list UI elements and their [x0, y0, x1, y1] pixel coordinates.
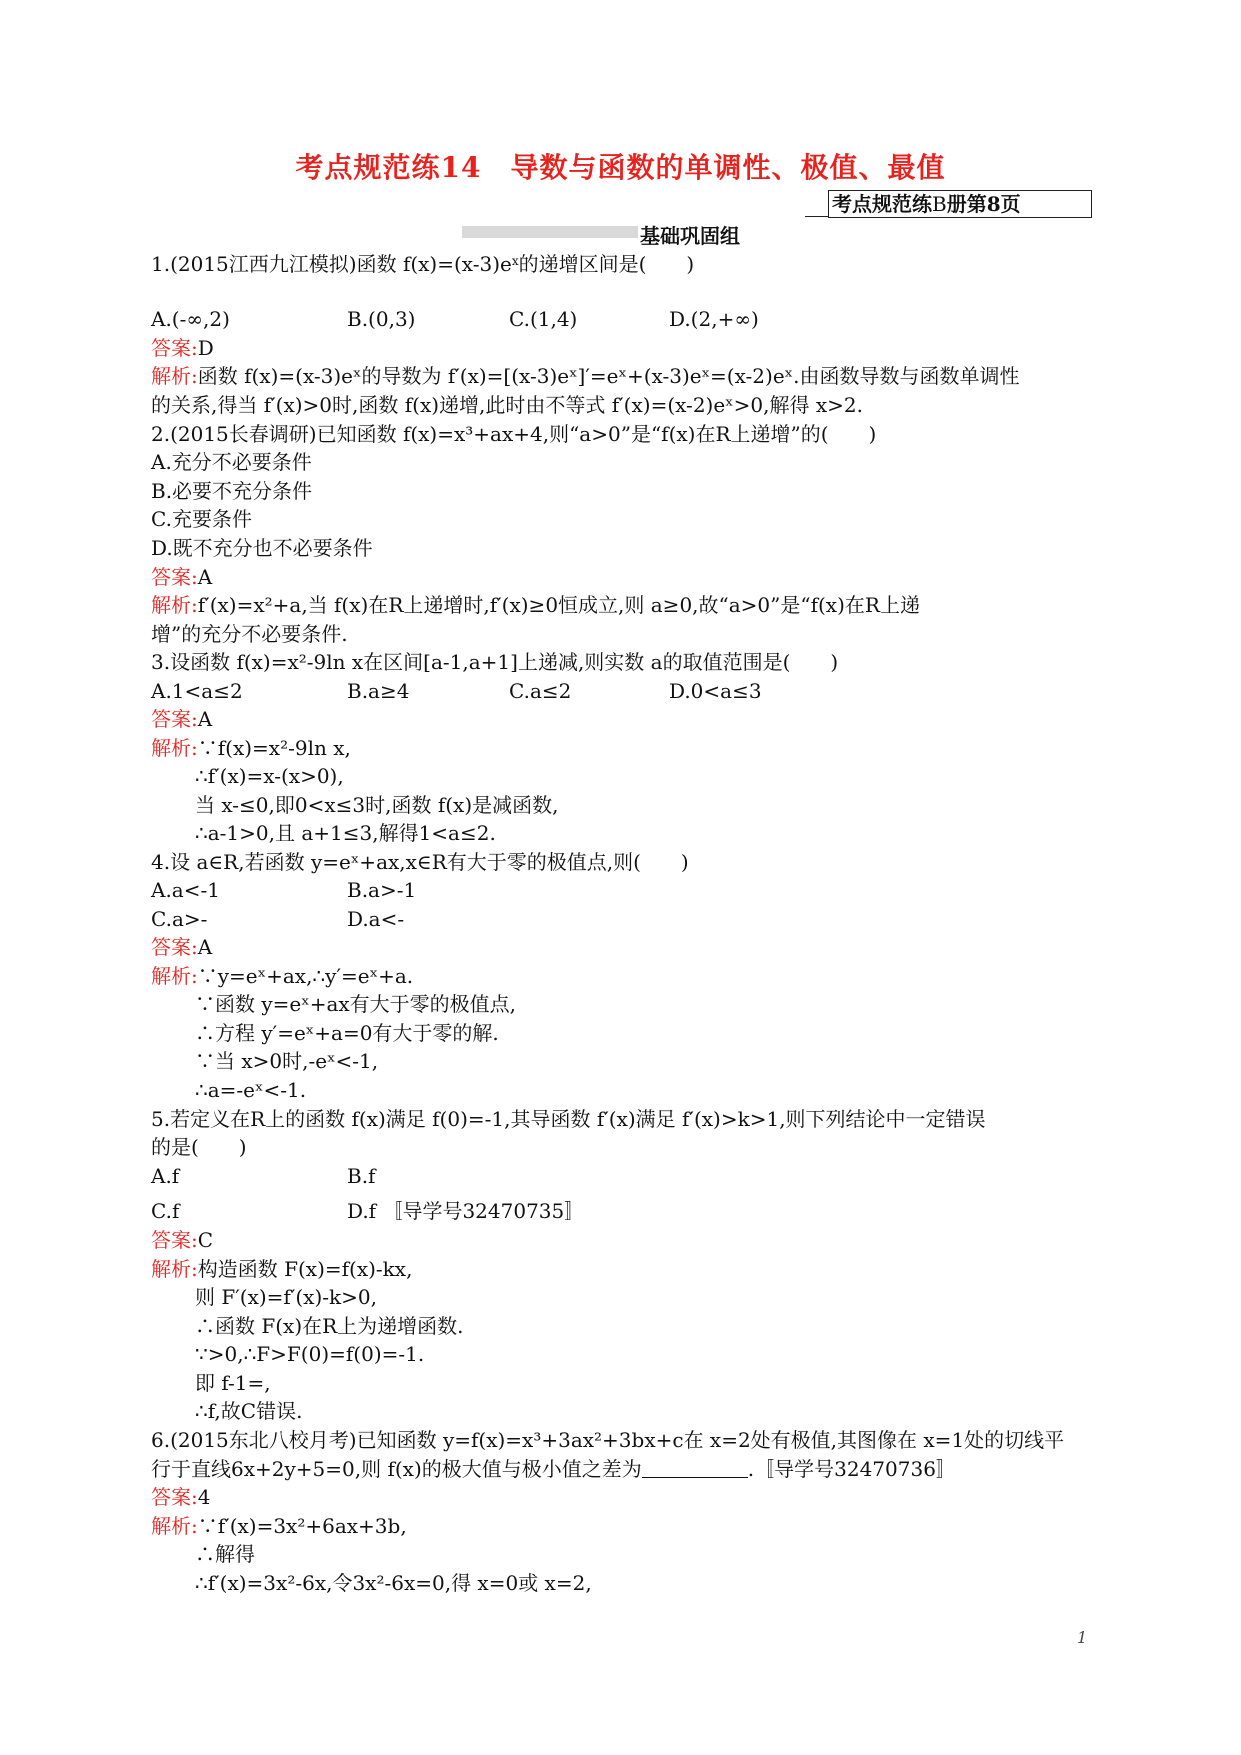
reference-box — [828, 190, 1092, 218]
q4-analysis-line-3: ∴方程 y′=eˣ+a=0有大于零的解. — [195, 1021, 499, 1045]
q5-analysis-line-4: ∵>0,∴F>F(0)=f(0)=-1. — [195, 1342, 425, 1366]
q5-doc-ref: 〚导学号32470735〛 — [382, 1199, 585, 1223]
q3-stem: 3.设函数 f(x)=x²-9ln x在区间[a-1,a+1]上递减,则实数 a的取值范围是( ) — [151, 650, 839, 674]
q5-option-b: B.f — [347, 1164, 376, 1188]
q6-answer: 答案:4 — [151, 1485, 211, 1509]
q4-analysis-line-5: ∴a=-eˣ<-1. — [195, 1078, 307, 1102]
q3-option-d: D.0<a≤3 — [669, 679, 762, 703]
reference-underline — [805, 216, 828, 217]
q5-option-d: D.f 〚导学号32470735〛 — [347, 1199, 585, 1223]
group-label: 基础巩固组 — [640, 224, 740, 248]
q2-analysis-line-1: 解析:f′(x)=x²+a,当 f(x)在R上递增时,f′(x)≥0恒成立,则 a≥0,故“a>0”是“f(x)在R上递 — [151, 593, 920, 617]
q1-option-a: A.(-∞,2) — [151, 307, 230, 331]
q2-answer: 答案:A — [151, 565, 213, 589]
q6-stem-line-2: 行于直线6x+2y+5=0,则 f(x)的极大值与极小值之差为 .〚导学号32470736〛 — [151, 1457, 956, 1481]
reference-prefix: 考点规范练 — [832, 192, 932, 216]
q5-analysis-line-6: ∴f,故C错误. — [195, 1399, 303, 1423]
section-bar — [462, 226, 638, 238]
q6-analysis-line-2: ∴解得 — [195, 1542, 255, 1566]
reference-suffix: 册第8页 — [946, 192, 1021, 216]
q4-option-c: C.a>- — [151, 907, 208, 931]
q4-option-a: A.a<-1 — [151, 878, 220, 902]
q5-analysis-line-2: 则 F′(x)=f′(x)-k>0, — [195, 1285, 377, 1309]
q1-stem: 1.(2015江西九江模拟)函数 $f(x)=(x-3)e^x$的递增区间是( ) — [151, 252, 695, 276]
q6-analysis-line-1: 解析:∵f′(x)=3x²+6ax+3b, — [151, 1514, 407, 1538]
q4-option-d: D.a<- — [347, 907, 405, 931]
page-title: 考点规范练14 导数与函数的单调性、极值、最值 — [295, 151, 946, 184]
q2-stem: 2.(2015长春调研)已知函数 f(x)=x³+ax+4,则“a>0”是“f(x)在R上递增”的( ) — [151, 422, 877, 446]
q2-option-a: A.充分不必要条件 — [151, 450, 312, 474]
q3-option-a: A.1<a≤2 — [151, 679, 243, 703]
q3-answer: 答案:A — [151, 707, 213, 731]
page-number: 1 — [1077, 1628, 1088, 1647]
q1-option-d: D.(2,+∞) — [669, 307, 759, 331]
q1-analysis-line-1: 解析:函数 f(x)=(x-3)eˣ的导数为 f′(x)=[(x-3)eˣ]′=eˣ+(x-3)eˣ=(x-2)eˣ.由函数导数与函数单调性 — [151, 364, 1020, 388]
q3-analysis-line-4: ∴a-1>0,且 a+1≤3,解得1<a≤2. — [195, 821, 496, 845]
q3-option-c: C.a≤2 — [509, 679, 572, 703]
q6-analysis-line-3: ∴f′(x)=3x²-6x,令3x²-6x=0,得 x=0或 x=2, — [195, 1571, 592, 1595]
q5-stem: 5.若定义在R上的函数 f(x)满足 f(0)=-1,其导函数 f′(x)满足 f′(x)>k>1,则下列结论中一定错误 — [151, 1107, 986, 1131]
reference-book: B — [932, 192, 947, 216]
q4-answer: 答案:A — [151, 935, 213, 959]
q5-analysis-line-3: ∴函数 F(x)在R上为递增函数. — [195, 1314, 464, 1338]
q1-answer: 答案:D — [151, 336, 214, 360]
q2-option-b: B.必要不充分条件 — [151, 479, 313, 503]
q2-option-d: D.既不充分也不必要条件 — [151, 536, 373, 560]
q3-analysis-line-1: 解析:∵f(x)=x²-9ln x, — [151, 736, 351, 760]
q3-analysis-line-2: ∴f′(x)=x-(x>0), — [195, 764, 344, 788]
q3-option-b: B.a≥4 — [347, 679, 410, 703]
q5-analysis-line-1: 解析:构造函数 F(x)=f(x)-kx, — [151, 1257, 413, 1281]
q2-analysis-line-2: 增”的充分不必要条件. — [151, 622, 348, 646]
q2-option-c: C.充要条件 — [151, 507, 252, 531]
q5-stem-line-2: 的是( ) — [151, 1135, 247, 1159]
q1-option-c: C.(1,4) — [509, 307, 578, 331]
q5-option-a: A.f — [151, 1164, 180, 1188]
q5-analysis-line-5: 即 f-1=, — [195, 1371, 271, 1395]
q1-analysis-line-2: 的关系,得当 f′(x)>0时,函数 f(x)递增,此时由不等式 f′(x)=(x-2)eˣ>0,解得 x>2. — [151, 393, 863, 417]
q4-analysis-line-4: ∵当 x>0时,-eˣ<-1, — [195, 1049, 379, 1073]
q4-option-b: B.a>-1 — [347, 878, 417, 902]
q4-analysis-line-2: ∵函数 y=eˣ+ax有大于零的极值点, — [195, 992, 517, 1016]
q6-answer-blank — [642, 1459, 748, 1478]
q4-analysis-line-1: 解析:∵y=eˣ+ax,∴y′=eˣ+a. — [151, 964, 414, 988]
q6-stem: 6.(2015东北八校月考)已知函数 y=f(x)=x³+3ax²+3bx+c在 x=2处有极值,其图像在 x=1处的切线平 — [151, 1428, 1065, 1452]
q3-analysis-line-3: 当 x-≤0,即0<x≤3时,函数 f(x)是减函数, — [195, 793, 559, 817]
q1-option-b: B.(0,3) — [347, 307, 416, 331]
q5-answer: 答案:C — [151, 1228, 214, 1252]
q4-stem: 4.设 a∈R,若函数 y=eˣ+ax,x∈R有大于零的极值点,则( ) — [151, 850, 689, 874]
q5-option-c: C.f — [151, 1199, 180, 1223]
